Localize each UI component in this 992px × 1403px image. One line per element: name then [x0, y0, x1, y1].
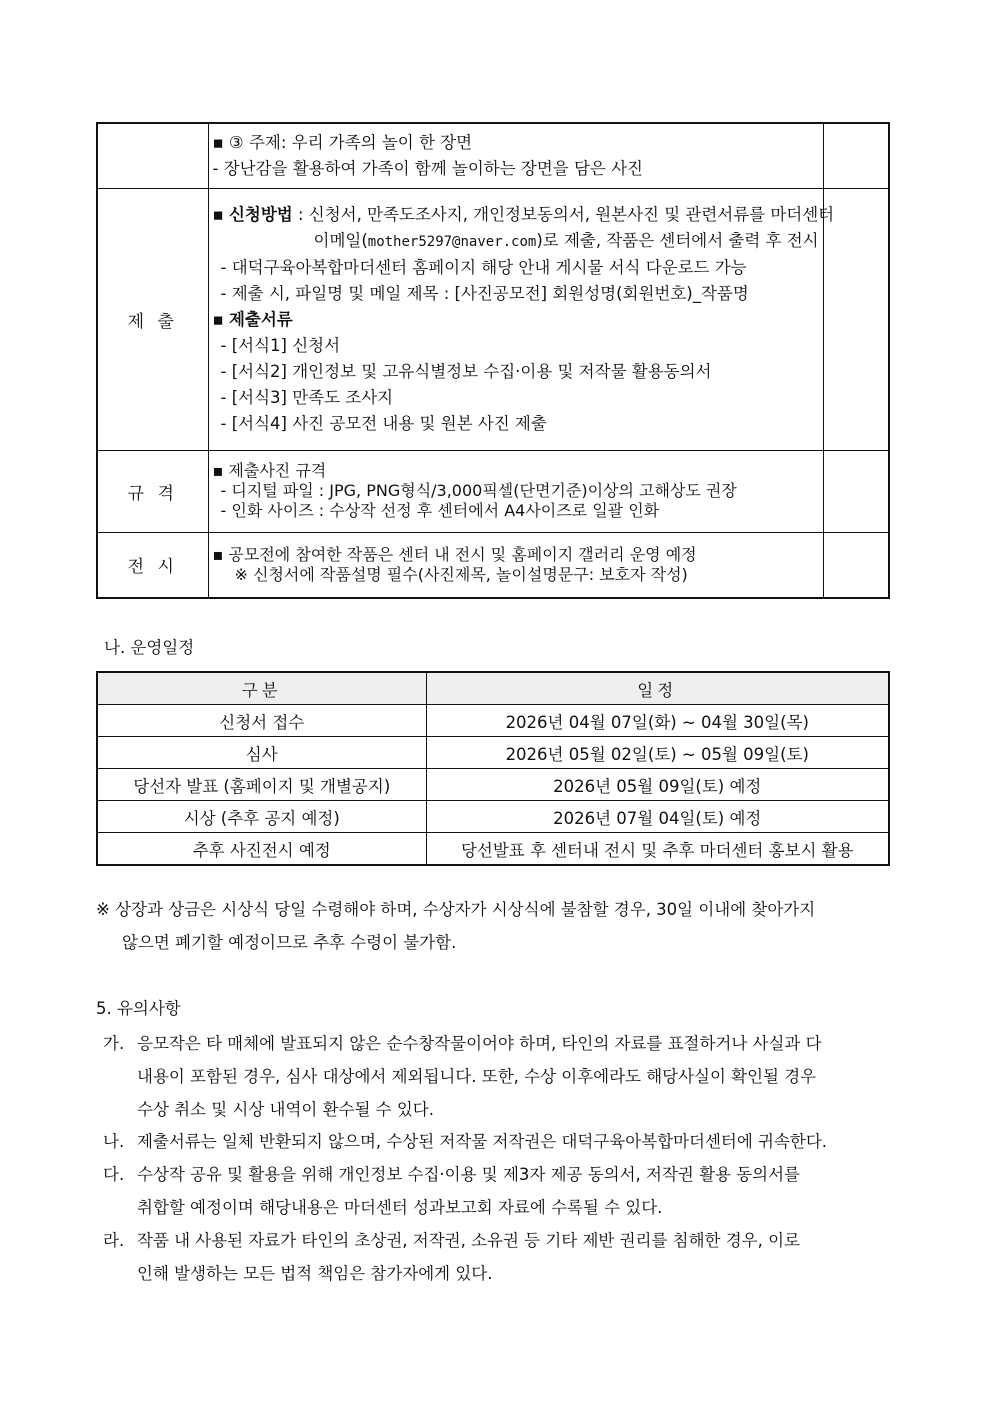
table-row [97, 833, 889, 866]
schedule-category: 시상 (추후 공지 예정) [97, 801, 426, 833]
exhibit-row-label: 전 시 [97, 532, 208, 598]
bullet-icon: ▪ [212, 204, 229, 224]
table-row [97, 801, 889, 833]
theme-title: ▪ ③ 주제: 우리 가족의 놀이 한 장면 [212, 132, 473, 152]
schedule-date: 당선발표 후 센터내 전시 및 추후 마더센터 홍보시 활용 [426, 833, 889, 866]
spec-row-label: 규 격 [97, 450, 208, 532]
docs-title: 제출서류 [228, 309, 293, 329]
email-suffix: )로 제출, 작품은 센터에서 출력 후 전시 [536, 230, 819, 250]
theme-description: - 장난감을 활용하여 가족이 함께 놀이하는 장면을 담은 사진 [212, 158, 643, 178]
theme-row-empty-cell [823, 123, 889, 188]
submit-row-label: 제 출 [97, 188, 208, 450]
exhibit-row-body [208, 532, 823, 598]
schedule-category: 당선자 발표 (홈페이지 및 개별공지) [97, 769, 426, 801]
table-row [97, 737, 889, 769]
spec-row-body [208, 450, 823, 532]
email-address: mother5297@naver.com [367, 233, 537, 250]
table-row [97, 705, 889, 737]
caution-line: 작품 내 사용된 자료가 타인의 초상권, 저작권, 소유권 등 기타 제반 권리를 침해한 경우, 이로 [137, 1231, 800, 1250]
homepage-line: - 대덕구육아복합마더센터 홈페이지 해당 안내 게시물 서식 다운로드 가능 [220, 257, 747, 277]
submit-row-body [208, 188, 835, 450]
bullet-icon: ▪ [212, 309, 229, 329]
exhibit-row-empty-cell [823, 532, 889, 598]
schedule-category: 추후 사진전시 예정 [97, 833, 426, 866]
spec-digital: - 디지털 파일 : JPG, PNG형식/3,000픽셀(단면기준)이상의 고해상도 권장 [220, 481, 737, 500]
method-line [212, 202, 835, 228]
exhibit-row [97, 532, 889, 598]
spec-row-empty-cell [823, 450, 889, 532]
schedule-date: 2026년 05월 02일(토) ~ 05월 09일(토) [426, 737, 889, 769]
submit-row [97, 188, 889, 450]
method-text: : 신청서, 만족도조사지, 개인정보동의서, 원본사진 및 관련서류를 마더센터 [292, 204, 835, 224]
award-note-line1: ※ 상장과 상금은 시상식 당일 수령해야 하며, 수상자가 시상식에 불참할 경우, 30일 이내에 찾아가지 [96, 900, 816, 919]
schedule-header-row [97, 672, 889, 705]
spec-title: ▪ 제출사진 규격 [212, 461, 327, 480]
caution-marker: 나. [103, 1132, 125, 1151]
spec-row [97, 450, 889, 532]
caution-marker: 다. [103, 1165, 125, 1184]
schedule-header-date: 일정 [426, 672, 889, 705]
doc-item: - [서식1] 신청서 [220, 335, 341, 355]
email-line [213, 228, 819, 255]
caution-marker: 가. [103, 1034, 125, 1053]
schedule-category: 심사 [97, 737, 426, 769]
caution-line: 수상작 공유 및 활용을 위해 개인정보 수집·이용 및 제3자 제공 동의서, 저작권 활용 동의서를 [137, 1165, 800, 1184]
theme-row [97, 123, 889, 188]
schedule-date: 2026년 04월 07일(화) ~ 04월 30일(목) [426, 705, 889, 737]
caution-marker: 라. [103, 1231, 125, 1250]
caution-line: 응모작은 타 매체에 발표되지 않은 순수창작물이어야 하며, 타인의 자료를 표절하거나 사실과 다 [137, 1034, 822, 1053]
caution-line: 제출서류는 일체 반환되지 않으며, 수상된 저작물 저작권은 대덕구육아복합마더센터에 귀속한다. [137, 1132, 828, 1151]
theme-row-body [208, 123, 823, 188]
table-row [97, 769, 889, 801]
filename-line: - 제출 시, 파일명 및 메일 제목 : [사진공모전] 회원성명(회원번호)_작품명 [220, 283, 749, 303]
email-prefix: 이메일( [313, 230, 368, 250]
award-note-line2: 않으면 폐기할 예정이므로 추후 수령이 불가함. [122, 933, 457, 952]
schedule-category: 신청서 접수 [97, 705, 426, 737]
caution-line: 인해 발생하는 모든 법적 책임은 참가자에게 있다. [137, 1264, 493, 1283]
schedule-date: 2026년 07월 04일(토) 예정 [426, 801, 889, 833]
caution-line: 취합할 예정이며 해당내용은 마더센터 성과보고회 자료에 수록될 수 있다. [137, 1198, 663, 1217]
schedule-date: 2026년 05월 09일(토) 예정 [426, 769, 889, 801]
spec-print: - 인화 사이즈 : 수상작 선정 후 센터에서 A4사이즈로 일괄 인화 [220, 501, 660, 520]
docs-title-line [213, 307, 819, 333]
schedule-table [96, 671, 890, 866]
theme-row-label [97, 123, 208, 188]
schedule-heading: 나. 운영일정 [104, 638, 195, 657]
caution-line: 수상 취소 및 시상 내역이 환수될 수 있다. [137, 1100, 434, 1119]
submit-row-empty-cell [823, 188, 889, 450]
doc-item: - [서식3] 만족도 조사지 [220, 387, 394, 407]
schedule-header-category: 구분 [97, 672, 426, 705]
caution-line: 내용이 포함된 경우, 심사 대상에서 제외됩니다. 또한, 수상 이후에라도 해당사실이 확인될 경우 [137, 1067, 817, 1086]
doc-item: - [서식4] 사진 공모전 내용 및 원본 사진 제출 [220, 413, 547, 433]
exhibit-line: ▪ 공모전에 참여한 작품은 센터 내 전시 및 홈페이지 갤러리 운영 예정 [212, 544, 697, 564]
method-title: 신청방법 [228, 204, 293, 224]
exhibit-note: ※ 신청서에 작품설명 필수(사진제목, 놀이설명문구: 보호자 작성) [234, 564, 688, 584]
submission-table [96, 122, 890, 599]
cautions-heading: 5. 유의사항 [96, 999, 181, 1018]
doc-item: - [서식2] 개인정보 및 고유식별정보 수집·이용 및 저작물 활용동의서 [220, 361, 712, 381]
